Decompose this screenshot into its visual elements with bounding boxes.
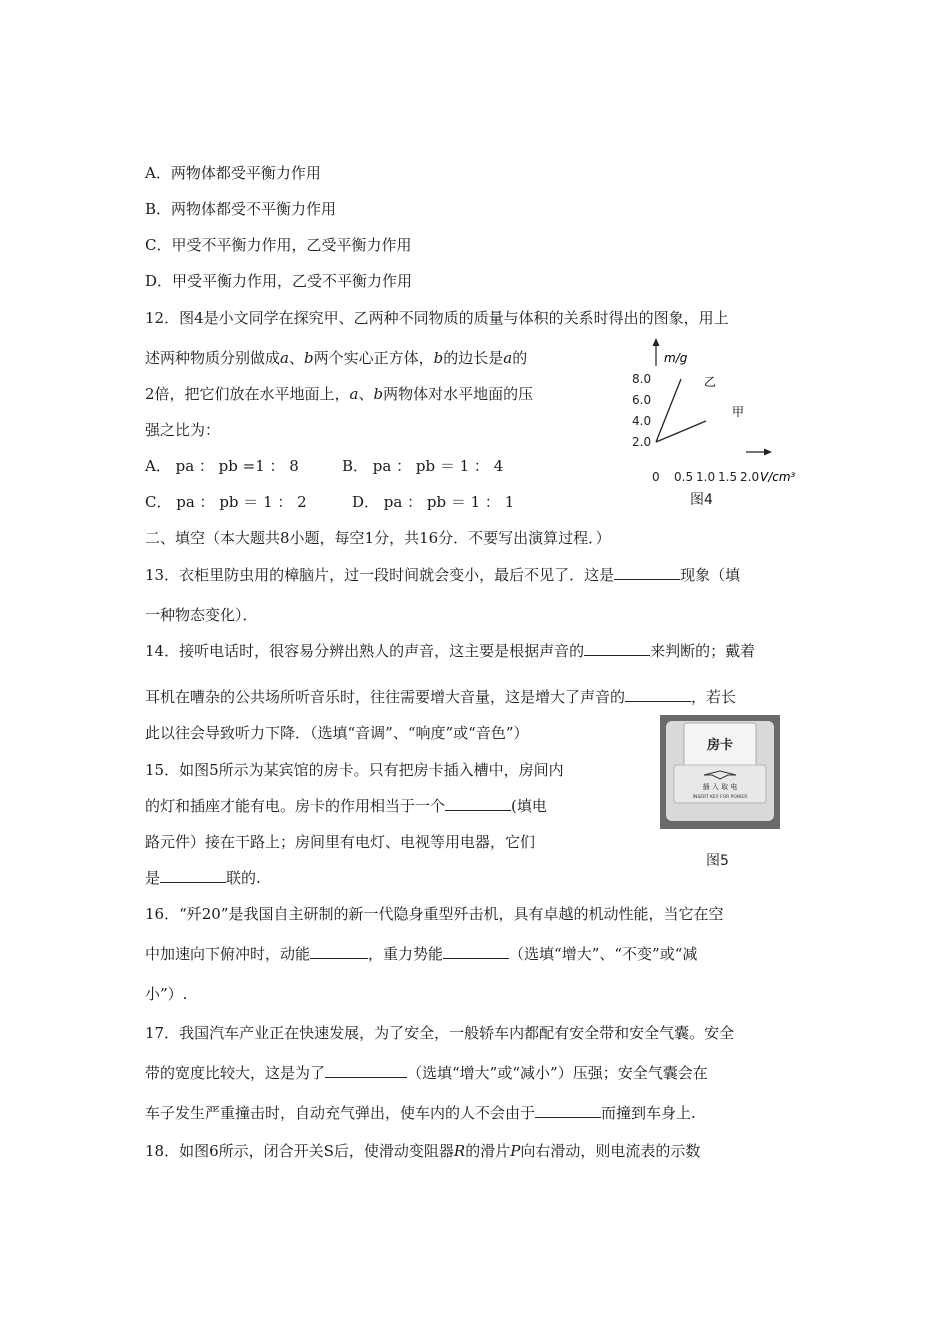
answer-blank[interactable] bbox=[445, 796, 511, 811]
slot-label-en: INSERT KEY FOR POWER bbox=[692, 795, 748, 800]
q16-line2 bbox=[145, 944, 697, 964]
q12-line4: 强之比为： bbox=[145, 421, 221, 439]
answer-blank[interactable] bbox=[160, 868, 226, 883]
answer-blank[interactable] bbox=[325, 1063, 407, 1078]
q13-line1 bbox=[145, 565, 740, 585]
answer-blank[interactable] bbox=[625, 687, 691, 702]
q14-text: ，若长 bbox=[691, 688, 737, 706]
var-a: a bbox=[349, 385, 359, 403]
q18-line1 bbox=[145, 1141, 700, 1161]
q15-line1: 15．如图5所示为某宾馆的房卡。只有把房卡插入槽中，房间内 bbox=[145, 761, 564, 779]
q12-text: 2倍，把它们放在水平地面上， bbox=[145, 385, 350, 403]
q13-text: 13．衣柜里防虫用的樟脑片，过一段时间就会变小，最后不见了．这是 bbox=[145, 566, 615, 584]
y-tick-label: 8.0 bbox=[632, 372, 652, 386]
y-tick-label: 4.0 bbox=[632, 414, 652, 428]
x-tick-label: 1.5 bbox=[718, 470, 738, 484]
option-11-d: D．甲受平衡力作用，乙受不平衡力作用 bbox=[145, 272, 413, 290]
figure-5-caption: 图5 bbox=[706, 853, 729, 869]
option-11-c: C．甲受不平衡力作用，乙受平衡力作用 bbox=[145, 236, 412, 254]
var-b: b bbox=[373, 385, 384, 403]
q18-text: 向右滑动，则电流表的示数 bbox=[520, 1142, 701, 1160]
q14-text: 耳机在嘈杂的公共场所听音乐时，往往需要增大音量，这是增大了声音的 bbox=[145, 688, 626, 706]
q16-text: 中加速向下俯冲时，动能 bbox=[145, 945, 311, 963]
q15-line4 bbox=[145, 868, 261, 888]
q14-text: 来判断的；戴着 bbox=[650, 642, 756, 660]
y-axis-arrowhead bbox=[653, 338, 660, 346]
answer-blank[interactable] bbox=[535, 1103, 601, 1118]
card-label: 房卡 bbox=[706, 738, 734, 753]
q17-text: 而撞到车身上. bbox=[601, 1104, 696, 1122]
q12-text: 的边长是 bbox=[443, 349, 504, 367]
q14-line3: 此以往会导致听力下降．（选填“音调”、“响度”或“音色”） bbox=[145, 724, 529, 742]
figure-4-caption: 图4 bbox=[690, 492, 713, 508]
q16-text: ，重力势能 bbox=[368, 945, 444, 963]
answer-blank[interactable] bbox=[310, 944, 368, 959]
q12-option-c: C． pa ： pb ＝ 1 ： 2 bbox=[145, 493, 307, 511]
q13-line2: 一种物态变化）． bbox=[145, 606, 258, 624]
x-axis-arrowhead bbox=[764, 449, 772, 456]
option-11-a: A．两物体都受平衡力作用 bbox=[145, 164, 321, 182]
q12-line2: 述两种物质分别做成a、b两个实心正方体，b的边长是a的 bbox=[145, 349, 528, 367]
q15-text: 是 bbox=[145, 869, 161, 887]
q12-line1: 12．图4是小文同学在探究甲、乙两种不同物质的质量与体积的关系时得出的图象，用上 bbox=[145, 309, 729, 327]
var-a: a bbox=[280, 349, 289, 367]
x-tick-label: 2.0 bbox=[740, 470, 760, 484]
figure-5-room-card-photo bbox=[660, 715, 780, 829]
x-tick-label: 1.0 bbox=[696, 470, 716, 484]
var-a: a bbox=[503, 349, 513, 367]
q18-text: 的滑片 bbox=[465, 1142, 511, 1160]
q12-text: 两物体对水平地面的压 bbox=[383, 385, 534, 403]
q17-text: 车子发生严重撞击时，自动充气弹出，使车内的人不会由于 bbox=[145, 1104, 536, 1122]
x-axis-label: V/cm³ bbox=[760, 470, 796, 484]
q16-text: （选填“增大”、“不变”或“减 bbox=[509, 945, 698, 963]
q12-option-a: A． pa ： pb =1 ： 8 bbox=[145, 457, 299, 475]
q17-line2 bbox=[145, 1063, 708, 1083]
series-label-yi: 乙 bbox=[704, 375, 717, 389]
q17-text: 带的宽度比较大，这是为了 bbox=[145, 1064, 326, 1082]
q12-text: 两个实心正方体， bbox=[313, 349, 434, 367]
option-11-b: B．两物体都受不平衡力作用 bbox=[145, 200, 337, 218]
q14-text: 14．接听电话时，很容易分辨出熟人的声音，这主要是根据声音的 bbox=[145, 642, 585, 660]
q17-line3 bbox=[145, 1103, 696, 1123]
q12-text: 、 bbox=[288, 349, 304, 367]
q16-line1: 16．“歼20”是我国自主研制的新一代隐身重型歼击机，具有卓越的机动性能，当它在空 bbox=[145, 905, 724, 923]
q18-text: 18．如图6所示，闭合开关S后，使滑动变阻器 bbox=[145, 1142, 454, 1160]
q14-line2 bbox=[145, 687, 736, 707]
q15-text: 的灯和插座才能有电。房卡的作用相当于一个 bbox=[145, 797, 446, 815]
y-tick-label: 6.0 bbox=[632, 393, 652, 407]
q12-line3 bbox=[145, 384, 533, 404]
x-tick-label: 0.5 bbox=[674, 470, 694, 484]
q14-line1 bbox=[145, 641, 755, 661]
q13-text: 现象（填 bbox=[680, 566, 741, 584]
slot-label-cn: 插 入 取 电 bbox=[702, 783, 738, 791]
q15-line2 bbox=[145, 796, 547, 816]
answer-blank[interactable] bbox=[614, 565, 680, 580]
var-b: b bbox=[433, 349, 444, 367]
q12-text: 、 bbox=[358, 385, 374, 403]
q17-line1: 17．我国汽车产业正在快速发展，为了安全，一般轿车内都配有安全带和安全气囊。安全 bbox=[145, 1024, 735, 1042]
answer-blank[interactable] bbox=[443, 944, 509, 959]
q15-text: (填电 bbox=[511, 797, 547, 815]
var-p: P bbox=[510, 1142, 521, 1160]
q12-option-b: B． pa ： pb ＝ 1 ： 4 bbox=[342, 457, 504, 475]
figure-4-chart bbox=[628, 338, 808, 508]
y-tick-label: 2.0 bbox=[632, 435, 652, 449]
x-tick-label: 0 bbox=[652, 470, 660, 484]
series-label-jia: 甲 bbox=[732, 405, 745, 419]
q15-line3: 路元件）接在干路上；房间里有电灯、电视等用电器，它们 bbox=[145, 833, 536, 851]
q12-option-d: D． pa ： pb ＝ 1 ： 1 bbox=[352, 493, 515, 511]
q12-text: 述两种物质分别做成 bbox=[145, 349, 281, 367]
section-2-header: 二、填空（本大题共8小题，每空1分，共16分．不要写出演算过程．） bbox=[145, 529, 611, 547]
answer-blank[interactable] bbox=[584, 641, 650, 656]
var-b: b bbox=[303, 349, 314, 367]
q15-text: 联的. bbox=[226, 869, 261, 887]
var-r: R bbox=[453, 1142, 466, 1160]
q17-text: （选填“增大”或“减小”）压强；安全气囊会在 bbox=[407, 1064, 708, 1082]
y-axis-label: m/g bbox=[664, 351, 688, 365]
q16-line3: 小”）. bbox=[145, 985, 188, 1003]
